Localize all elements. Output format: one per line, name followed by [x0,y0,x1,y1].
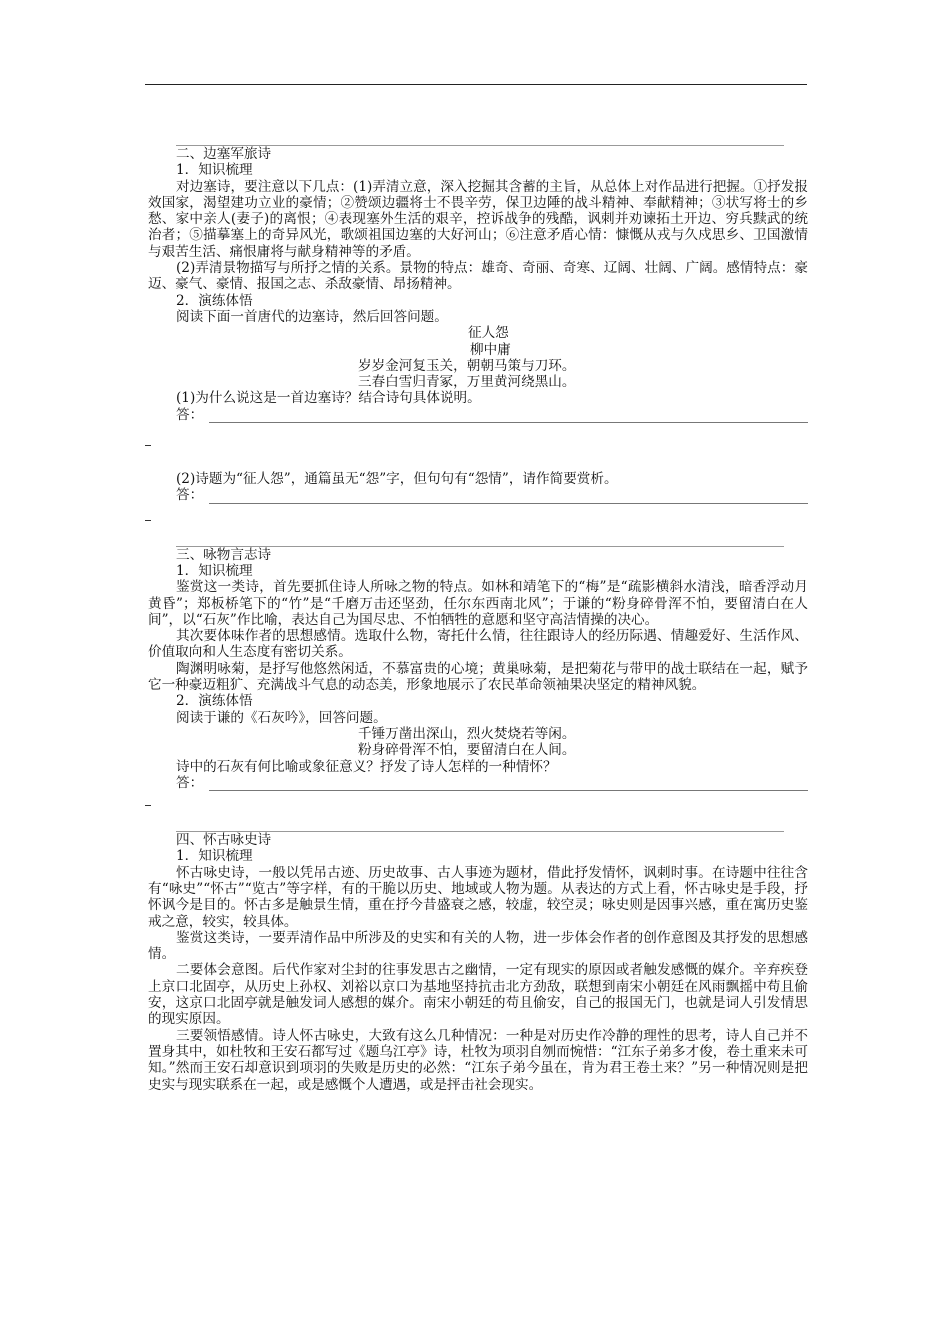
reading-instruction: 阅读下面一首唐代的边塞诗，然后回答问题。 [176,308,448,325]
answer-field[interactable] [176,775,808,791]
question: 诗中的石灰有何比喻或象征意义？抒发了诗人怎样的一种情怀？ [176,758,557,775]
answer-line[interactable] [209,412,808,423]
answer-line[interactable] [209,780,808,791]
answer-label: 答： [176,406,204,423]
poem-line: 三春白雪归青冢，万里黄河绕黑山。 [358,374,576,391]
section-title: 二、边塞军旅诗 [176,146,272,162]
paragraph: 对边塞诗，要注意以下几点：(1)弄清立意，深入挖掘其含蓄的主旨，从总体上对作品进行把握。①抒发报效国家，渴望建功立业的豪情；②赞颂边疆将士不畏辛劳，保卫边陲的战斗精神、奉献精神；③状写将士的乡愁、家中亲人(妻子)的离恨；④表现塞外生活的艰辛，控诉战争的残酷，讽刺并劝谏拓土开边、穷兵黩武的统治者；⑤描摹塞上的奇异风光，歌颂祖国边塞的大好河山；⑥注意矛盾心情：慷慨从戎与久戍思乡、卫国激情与艰苦生活、痛恨庸将与献身精神等的矛盾。 [148,178,808,260]
answer-continuation-mark [145,512,777,528]
poem-line: 千锤万凿出深山，烈火焚烧若等闲。 [358,725,576,742]
paragraph: 其次要体味作者的思想感情。选取什么物，寄托什么情，往往跟诗人的经历际遇、情趣爱好、生活作风、价值取向和人生态度有密切关系。 [148,628,808,661]
poem-author: 柳中庸 [470,341,511,358]
paragraph: 鉴赏这类诗，一要弄清作品中所涉及的史实和有关的人物，进一步体会作者的创作意图及其抒发的思想感情。 [148,929,808,963]
practice-heading: 2．演练体悟 [176,292,253,309]
answer-line[interactable] [209,493,808,504]
document-body [148,145,808,1093]
paragraph: 三要领悟感情。诗人怀古咏史，大致有这么几种情况：一种是对历史作冷静的理性的思考，诗人自己并不置身其中，如杜牧和王安石都写过《题乌江亭》诗，杜牧为项羽自刎而惋惜：“江东子弟多才俊，卷土重来未可知。”然而王安石却意识到项羽的失败是历史的必然：“江东子弟今虽在，肯为君王卷土来？”另一种情况则是把史实与现实联系在一起，或是感慨个人遭遇，或是抨击社会现实。 [148,1027,808,1093]
poem-title: 征人怨 [468,325,509,342]
answer-label: 答： [176,774,204,791]
poem-line: 岁岁金河复玉关，朝朝马策与刀环。 [358,357,576,374]
knowledge-heading: 1．知识梳理 [176,848,253,865]
answer-field[interactable] [176,487,808,503]
practice-heading: 2．演练体悟 [176,693,253,710]
question: (2)诗题为“征人怨”，通篇虽无“怨”字，但句句有“怨情”，请作简要赏析。 [176,471,618,488]
answer-field[interactable] [176,407,808,423]
section-title: 四、怀古咏史诗 [176,832,272,849]
knowledge-heading: 1．知识梳理 [176,562,253,579]
answer-continuation-mark [145,437,777,453]
section-title: 三、咏物言志诗 [176,546,272,563]
answer-label: 答： [176,487,204,504]
section-object-poetry [148,546,808,813]
section-frontier-poetry [148,145,808,528]
paragraph: 怀古咏史诗，一般以凭吊古迹、历史故事、古人事迹为题材，借此抒发情怀，讽刺时事。在诗题中往往含有“咏史”“怀古”“览古”等字样，有的干脆以历史、地域或人物为题。从表达的方式上看，怀古咏史是手段，抒怀讽今是目的。怀古多是触景生情，重在抒今昔盛衰之感，较虚，较空灵；咏史则是因事兴感，重在寓历史鉴戒之意，较实，较具体。 [148,864,808,930]
section-history-poetry [148,831,808,1093]
question: (1)为什么说这是一首边塞诗？结合诗句具体说明。 [176,390,481,407]
reading-instruction: 阅读于谦的《石灰吟》，回答问题。 [176,709,387,726]
paragraph: 陶渊明咏菊，是抒写他悠然闲适，不慕富贵的心境；黄巢咏菊，是把菊花与带甲的战士联结在一起，赋予它一种豪迈粗犷、充满战斗气息的动态美，形象地展示了农民革命领袖果决坚定的精神风貌。 [148,660,808,694]
paragraph: 二要体会意图。后代作家对尘封的往事发思古之幽情，一定有现实的原因或者触发感慨的媒介。辛弃疾登上京口北固亭，从历史上孙权、刘裕以京口为基地坚持抗击北方劲敌，联想到南宋小朝廷在风雨飘摇中苟且偷安，这京口北固亭就是触发词人感想的媒介。南宋小朝廷的苟且偷安，自己的报国无门，也就是词人引发情思的现实原因。 [148,962,808,1028]
paragraph: (2)弄清景物描写与所抒之情的关系。景物的特点：雄奇、奇丽、奇寒、辽阔、壮阔、广阔。感情特点：豪迈、豪气、豪情、报国之志、杀敌豪情、昂扬精神。 [148,260,808,293]
knowledge-heading: 1．知识梳理 [176,162,253,179]
paragraph: 鉴赏这一类诗，首先要抓住诗人所咏之物的特点。如林和靖笔下的“梅”是“疏影横斜水清浅，暗香浮动月黄昏”；郑板桥笔下的“竹”是“千磨万击还坚劲，任尔东西南北风”；于谦的“粉身碎骨浑不怕，要留清白在人间”，以“石灰”作比喻，表达自己为国尽忠、不怕牺牲的意愿和坚守高洁情操的决心。 [148,579,808,628]
poem-line: 粉身碎骨浑不怕，要留清白在人间。 [358,742,576,759]
answer-continuation-mark [145,797,777,813]
page-header-rule [145,84,807,85]
